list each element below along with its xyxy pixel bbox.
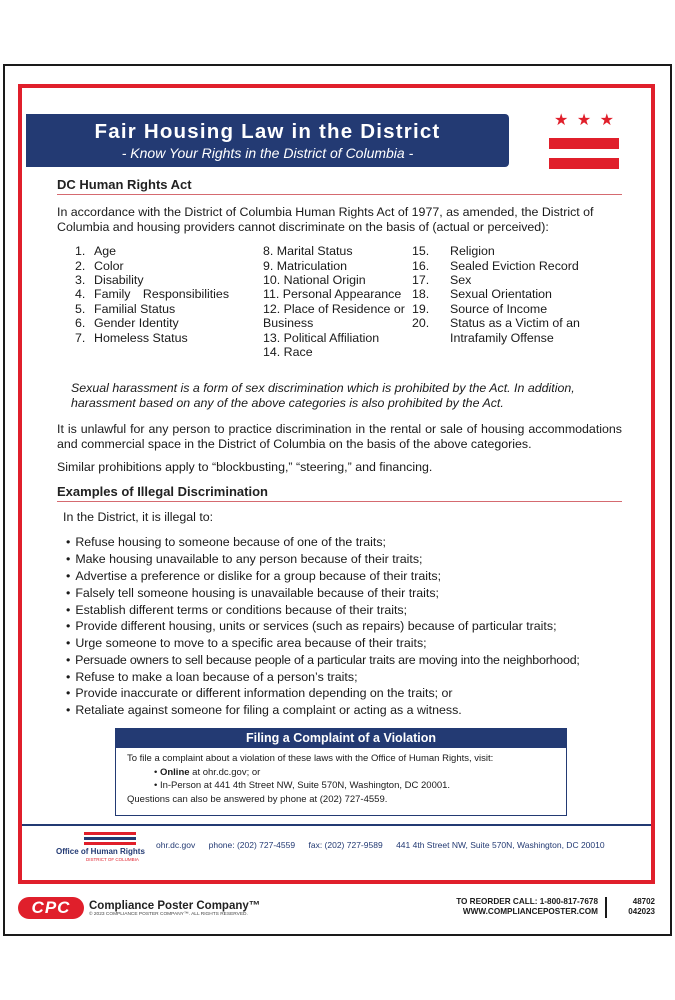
trait-item: 12. Place of Residence or Business [263, 301, 405, 331]
footer-phone: phone: (202) 727-4559 [208, 840, 296, 850]
trait-item: 15. Religion [412, 244, 495, 259]
trait-item: 19. Source of Income [412, 301, 548, 316]
logo-name: Office of Human Rights [56, 847, 145, 856]
logo-subtitle: DISTRICT OF COLUMBIA [86, 857, 139, 862]
page-title: Fair Housing Law in the District [94, 120, 441, 143]
trait-item: 10. National Origin [263, 273, 366, 288]
trait-item: 17. Sex [412, 273, 472, 288]
complaint-heading: Filing a Complaint of a Violation [116, 729, 566, 748]
poster [18, 84, 655, 884]
section-heading-human-rights-act: DC Human Rights Act [57, 178, 622, 195]
examples-list [57, 534, 622, 719]
reorder-phone: TO REORDER CALL: 1-800-817-7678 [456, 897, 598, 906]
complaint-phone: Questions can also be answered by phone at (202) 727-4559. [127, 793, 388, 805]
page-subtitle: - Know Your Rights in the District of Columbia - [121, 145, 414, 161]
footer-address: 441 4th Street NW, Suite 570N, Washington, DC 20010 [396, 840, 605, 850]
complaint-body [116, 748, 566, 806]
complaint-online: • Online at ohr.dc.gov; or [154, 766, 261, 778]
poster-code: 48702 [632, 897, 655, 906]
traits-column-2 [263, 244, 431, 359]
footer-website[interactable]: ohr.dc.gov [156, 840, 196, 850]
publisher-copyright: © 2023 COMPLIANCE POSTER COMPANY™. ALL RIGHTS RESERVED. [89, 912, 248, 917]
star-icon: ★ [576, 112, 592, 129]
trait-item: 5. Familial Status [75, 301, 176, 316]
publisher-website[interactable]: WWW.COMPLIANCEPOSTER.COM [462, 907, 598, 916]
trait-item: 6. Gender Identity [75, 316, 179, 331]
complaint-inperson: • In-Person at 441 4th Street NW, Suite 570N, Washington, DC 20001. [154, 780, 451, 791]
trait-item: 13. Political Affiliation [263, 330, 380, 345]
reorder-info [440, 897, 598, 917]
trait-item: 18. Sexual Orientation [412, 287, 552, 302]
section-heading-examples: Examples of Illegal Discrimination [57, 485, 622, 502]
harassment-note: Sexual harassment is a form of sex discrimination which is prohibited by the Act. In addition, harassment based on any of the above categories is also prohibited by the Act. [71, 381, 575, 410]
trait-item: 3. Disability [75, 273, 144, 288]
trait-item: 20. Status as a Victim of an Intrafamily Offense [412, 316, 580, 345]
title-banner [26, 114, 509, 167]
star-icon: ★ [554, 112, 569, 129]
publisher-name: Compliance Poster Company™ [89, 900, 261, 912]
unlawful-statement: It is unlawful for any person to practice discrimination in the rental or sale of housing accommodations and commercial space in the District of Columbia on the basis of the above categories. [57, 422, 622, 451]
list-item: • Refuse to make a loan because of a person’s traits; [66, 669, 622, 686]
list-item: • Provide different housing, units or services (such as repairs) because of particular traits; [66, 618, 622, 635]
list-item: • Establish different terms or conditions because of their traits; [66, 602, 622, 619]
trait-item: 14. Race [263, 345, 313, 360]
ohr-logo [56, 832, 144, 860]
flag-stripe [549, 158, 619, 169]
trait-item: 11. Personal Appearance [263, 287, 402, 302]
list-item: • Falsely tell someone housing is unavailable because of their traits; [66, 585, 622, 602]
list-item: • Make housing unavailable to any person because of their traits; [66, 551, 622, 568]
trait-item: 16. Sealed Eviction Record [412, 258, 579, 273]
footer-contacts [156, 840, 616, 850]
similar-prohibitions: Similar prohibitions apply to “blockbusting,” “steering,” and financing. [57, 460, 433, 475]
dc-flag-icon [549, 114, 619, 170]
poster-codes [605, 897, 655, 918]
trait-item: 8. Marital Status [263, 244, 353, 259]
list-item: • Provide inaccurate or different information depending on the traits; or [66, 685, 622, 702]
trait-item: 2. Color [75, 258, 124, 273]
star-icon: ★ [599, 112, 614, 129]
complaint-box [115, 728, 567, 816]
footer-divider [22, 824, 651, 826]
flag-stripe [549, 138, 619, 149]
list-item: • Persuade owners to sell because people of a particular traits are moving into the neighborhood; [66, 652, 622, 669]
trait-item: 4. Family Responsibilities [75, 287, 230, 302]
logo-mark-icon [84, 832, 136, 847]
cpc-logo: CPC [18, 897, 84, 919]
traits-column-3 [412, 244, 611, 359]
poster-date-code: 042023 [628, 907, 655, 916]
complaint-intro: To file a complaint about a violation of these laws with the Office of Human Rights, visit: [127, 753, 494, 764]
list-item: • Refuse housing to someone because of one of the traits; [66, 534, 622, 551]
publisher-bar [0, 890, 675, 930]
list-item: • Advertise a preference or dislike for a group because of their traits; [66, 568, 622, 585]
footer-fax: fax: (202) 727-9589 [308, 840, 383, 850]
protected-traits-list [57, 244, 622, 359]
trait-item: 9. Matriculation [263, 258, 348, 273]
list-item: • Retaliate against someone for filing a complaint or acting as a witness. [66, 702, 622, 719]
traits-column-1 [57, 244, 263, 359]
trait-item: 1. Age [75, 244, 117, 259]
act-intro: In accordance with the District of Columbia Human Rights Act of 1977, as amended, the District of Columbia and housing providers cannot discriminate on the basis of (actual or perceived): [57, 205, 594, 234]
list-item: • Urge someone to move to a specific area because of their traits; [66, 635, 622, 652]
main-content [57, 178, 622, 719]
examples-intro: In the District, it is illegal to: [63, 509, 214, 524]
trait-item: 7. Homeless Status [75, 330, 188, 345]
